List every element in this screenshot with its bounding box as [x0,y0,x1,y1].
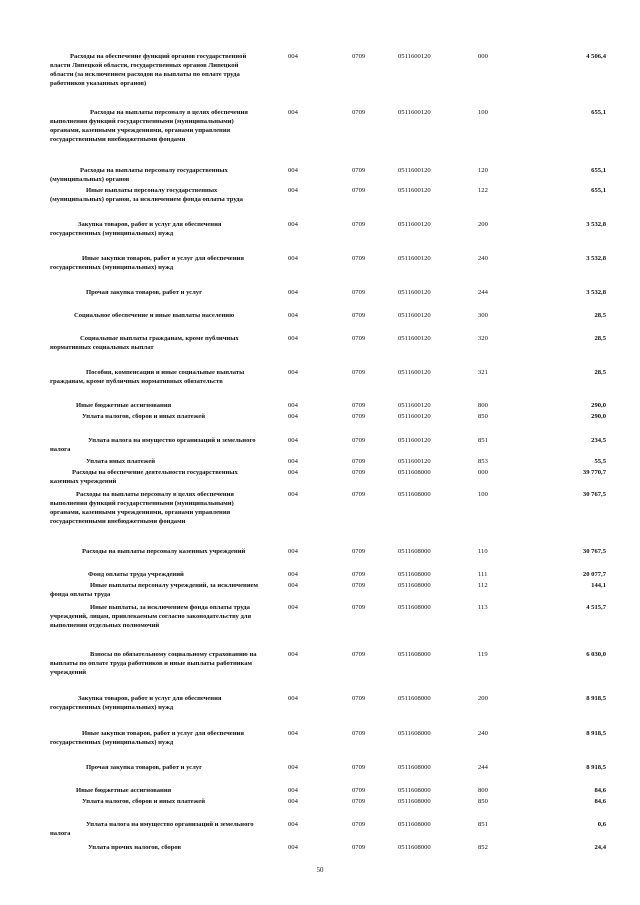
row-description: Закупка товаров, работ и услуг для обеспечения государственных (муниципальных) нужд [50,695,222,711]
ministry-code: 004 [288,255,298,262]
ministry-code: 004 [288,289,298,296]
section-code: 0709 [352,335,366,342]
ministry-code: 004 [288,187,298,194]
section-code: 0709 [352,582,366,589]
expense-type-code: 119 [478,651,488,658]
amount: 3 532,8 [586,255,606,262]
amount: 6 030,0 [586,651,606,658]
section-code: 0709 [352,469,366,476]
target-article-code: 0511608000 [398,730,431,737]
target-article-code: 0511608000 [398,651,431,658]
expense-type-code: 240 [478,255,488,262]
row-description: Иные закупки товаров, работ и услуг для обеспечения государственных (муниципальных) нужд [50,730,244,746]
ministry-code: 004 [288,821,298,828]
row-description: Расходы на выплаты персоналу казенных учреждений [82,548,246,555]
ministry-code: 004 [288,469,298,476]
section-code: 0709 [352,571,366,578]
section-code: 0709 [352,798,366,805]
section-code: 0709 [352,221,366,228]
amount: 655,1 [591,109,606,116]
ministry-code: 004 [288,604,298,611]
expense-type-code: 120 [478,167,488,174]
ministry-code: 004 [288,335,298,342]
amount: 290,0 [591,413,606,420]
target-article-code: 0511608000 [398,787,431,794]
amount: 28,5 [594,335,606,342]
expense-type-code: 200 [478,695,488,702]
row-description: Расходы на обеспечение деятельности государственных казенных учреждений [50,469,238,485]
ministry-code: 004 [288,548,298,555]
expense-type-code: 851 [478,437,488,444]
row-description: Прочая закупка товаров, работ и услуг [86,764,203,771]
ministry-code: 004 [288,369,298,376]
section-code: 0709 [352,167,366,174]
section-code: 0709 [352,458,366,465]
expense-type-code: 113 [478,604,488,611]
section-code: 0709 [352,53,366,60]
target-article-code: 0511608000 [398,695,431,702]
section-code: 0709 [352,109,366,116]
ministry-code: 004 [288,695,298,702]
ministry-code: 004 [288,437,298,444]
row-description: Уплата налогов, сборов и иных платежей [82,413,206,420]
target-article-code: 0511600120 [398,458,431,465]
expense-type-code: 200 [478,221,488,228]
ministry-code: 004 [288,651,298,658]
expense-type-code: 853 [478,458,488,465]
target-article-code: 0511600120 [398,289,431,296]
row-description: Уплата прочих налогов, сборов [88,844,182,851]
target-article-code: 0511600120 [398,335,431,342]
expense-type-code: 000 [478,53,488,60]
target-article-code: 0511608000 [398,571,431,578]
ministry-code: 004 [288,582,298,589]
row-description: Иные выплаты персоналу учреждений, за исключением фонда оплаты труда [50,582,259,598]
row-description: Иные выплаты персоналу государственных (муниципальных) органов, за исключением фонда оплаты труда [50,187,243,203]
expense-type-code: 100 [478,491,488,498]
expense-type-code: 122 [478,187,488,194]
target-article-code: 0511608000 [398,798,431,805]
ministry-code: 004 [288,787,298,794]
row-description: Фонд оплаты труда учреждений [88,571,184,578]
target-article-code: 0511600120 [398,221,431,228]
section-code: 0709 [352,369,366,376]
expense-type-code: 850 [478,413,488,420]
amount: 84,6 [594,787,606,794]
amount: 39 770,7 [582,469,606,476]
section-code: 0709 [352,437,366,444]
amount: 84,6 [594,798,606,805]
section-code: 0709 [352,651,366,658]
row-description: Пособия, компенсации и иные социальные выплаты гражданам, кроме публичных нормативных обязательств [50,369,245,385]
expense-type-code: 100 [478,109,488,116]
target-article-code: 0511608000 [398,548,431,555]
amount: 28,5 [594,312,606,319]
row-description: Уплата налога на имущество организаций и земельного налога [50,821,254,837]
row-description: Иные выплаты, за исключением фонда оплаты труда учреждений, лицам, привлекаемым согласно законодательству для выполнения отдельных полномочий [50,604,252,629]
amount: 30 767,5 [582,548,606,555]
ministry-code: 004 [288,764,298,771]
target-article-code: 0511608000 [398,582,431,589]
amount: 4 515,7 [586,604,606,611]
amount: 290,0 [591,402,606,409]
target-article-code: 0511600120 [398,255,431,262]
section-code: 0709 [352,844,366,851]
row-description: Уплата налога на имущество организаций и земельного налога [50,437,256,453]
expense-type-code: 000 [478,469,488,476]
amount: 3 532,8 [586,221,606,228]
section-code: 0709 [352,695,366,702]
amount: 24,4 [594,844,606,851]
amount: 8 918,5 [586,695,606,702]
row-description: Иные закупки товаров, работ и услуг для обеспечения государственных (муниципальных) нужд [50,255,244,271]
ministry-code: 004 [288,491,298,498]
row-description: Расходы на обеспечение функций органов государственной власти Липецкой области, государственных органов Липецкой области (за исключением расходов на выплаты по оплате труда работников указанных органов) [50,53,247,87]
ministry-code: 004 [288,53,298,60]
section-code: 0709 [352,289,366,296]
row-description: Расходы на выплаты персоналу в целях обеспечения выполнения функций государственными (муниципальными) органами, казенными учреждениями, органами управления государственными внебюджетными фондами [50,491,234,525]
amount: 655,1 [591,167,606,174]
ministry-code: 004 [288,571,298,578]
target-article-code: 0511600120 [398,109,431,116]
target-article-code: 0511608000 [398,764,431,771]
row-description: Взносы по обязательному социальному страхованию на выплаты по оплате труда работников и иные выплаты работникам учреждений [50,651,257,676]
ministry-code: 004 [288,413,298,420]
row-description: Иные бюджетные ассигнования [76,787,172,794]
target-article-code: 0511600120 [398,312,431,319]
row-description: Расходы на выплаты персоналу в целях обеспечения выполнения функций государственными (муниципальными) органами, казенными учреждениями, органами управления государственными внебюджетными фондами [50,109,248,143]
amount: 655,1 [591,187,606,194]
expense-type-code: 850 [478,798,488,805]
section-code: 0709 [352,821,366,828]
amount: 8 918,5 [586,764,606,771]
expense-type-code: 244 [478,289,488,296]
expense-type-code: 321 [478,369,488,376]
row-description: Закупка товаров, работ и услуг для обеспечения государственных (муниципальных) нужд [50,221,222,237]
ministry-code: 004 [288,458,298,465]
target-article-code: 0511608000 [398,604,431,611]
section-code: 0709 [352,187,366,194]
expense-type-code: 320 [478,335,488,342]
expense-type-code: 800 [478,787,488,794]
amount: 8 918,5 [586,730,606,737]
ministry-code: 004 [288,312,298,319]
expense-type-code: 300 [478,312,488,319]
target-article-code: 0511600120 [398,402,431,409]
target-article-code: 0511608000 [398,844,431,851]
row-description: Расходы на выплаты персоналу государственных (муниципальных) органов [50,167,228,183]
target-article-code: 0511600120 [398,437,431,444]
target-article-code: 0511600120 [398,413,431,420]
amount: 144,1 [591,582,606,589]
amount: 28,5 [594,369,606,376]
page-number: 50 [316,866,324,874]
amount: 4 506,4 [586,53,606,60]
ministry-code: 004 [288,109,298,116]
section-code: 0709 [352,764,366,771]
amount: 234,5 [591,437,606,444]
amount: 20 077,7 [582,571,606,578]
section-code: 0709 [352,491,366,498]
expense-type-code: 851 [478,821,488,828]
expense-type-code: 240 [478,730,488,737]
row-description: Социальное обеспечение и иные выплаты населению [74,312,235,319]
expense-type-code: 112 [478,582,488,589]
section-code: 0709 [352,730,366,737]
section-code: 0709 [352,604,366,611]
row-description: Уплата иных платежей [86,458,156,465]
target-article-code: 0511608000 [398,491,431,498]
target-article-code: 0511600120 [398,187,431,194]
row-description: Иные бюджетные ассигнования [76,402,172,409]
ministry-code: 004 [288,730,298,737]
section-code: 0709 [352,787,366,794]
target-article-code: 0511608000 [398,821,431,828]
target-article-code: 0511600120 [398,167,431,174]
amount: 0,6 [597,821,606,828]
ministry-code: 004 [288,402,298,409]
amount: 3 532,8 [586,289,606,296]
target-article-code: 0511600120 [398,53,431,60]
row-description: Прочая закупка товаров, работ и услуг [86,289,203,296]
expense-type-code: 111 [478,571,488,578]
expense-type-code: 110 [478,548,488,555]
target-article-code: 0511600120 [398,369,431,376]
ministry-code: 004 [288,221,298,228]
amount: 30 767,5 [582,491,606,498]
section-code: 0709 [352,402,366,409]
section-code: 0709 [352,548,366,555]
ministry-code: 004 [288,167,298,174]
section-code: 0709 [352,312,366,319]
row-description: Уплата налогов, сборов и иных платежей [82,798,206,805]
expense-type-code: 800 [478,402,488,409]
expense-type-code: 244 [478,764,488,771]
row-description: Социальные выплаты гражданам, кроме публичных нормативных социальных выплат [50,335,239,351]
amount: 55,5 [594,458,606,465]
ministry-code: 004 [288,844,298,851]
section-code: 0709 [352,255,366,262]
expense-type-code: 852 [478,844,488,851]
ministry-code: 004 [288,798,298,805]
section-code: 0709 [352,413,366,420]
target-article-code: 0511608000 [398,469,431,476]
